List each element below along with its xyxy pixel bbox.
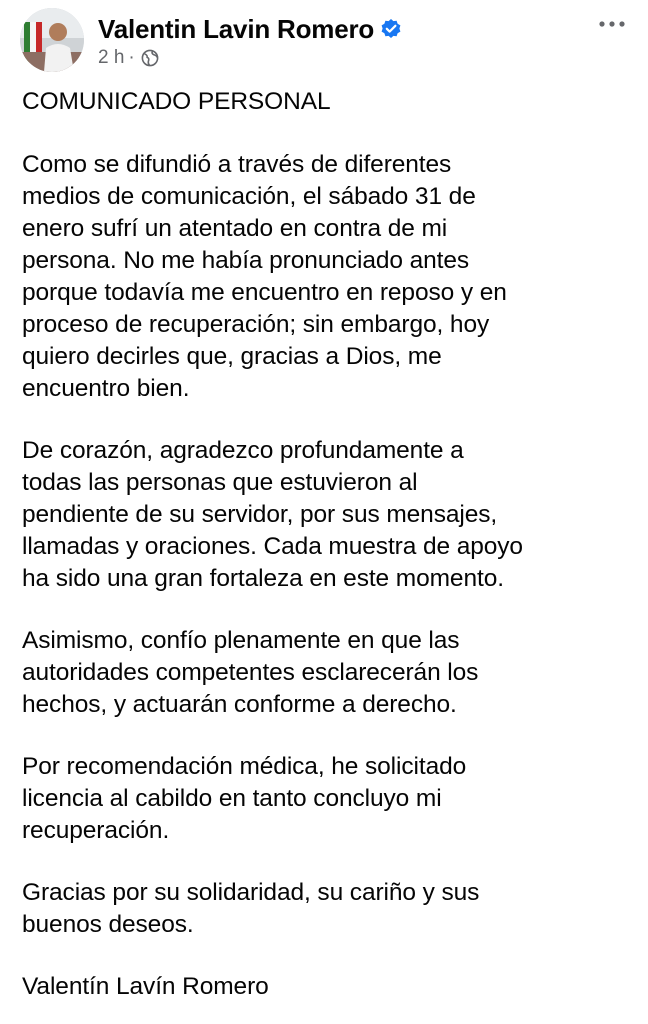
post-paragraph: Como se difundió a través de diferentes medios de comunicación, el sábado 31 de enero sufrí un atentado en contra de mi persona. No me había pronunciado antes porque todavía me encuentro en reposo y en proceso de recuperación; sin embargo, hoy quiero decirles que, gracias a Dios, me encuentro bien. [22,151,507,402]
author-row [98,12,402,46]
post-timestamp[interactable]: 2 h [98,47,125,68]
post-paragraph: Gracias por su solidaridad, su cariño y sus buenos deseos. [22,879,480,938]
globe-icon[interactable] [141,49,159,67]
post-paragraph: Por recomendación médica, he solicitado licencia al cabildo en tanto concluyo mi recuperación. [22,753,467,844]
author-name[interactable]: Valentin Lavin Romero [98,13,375,44]
meta-separator: · [128,47,135,68]
post-header [0,0,648,80]
post-paragraph: De corazón, agradezco profundamente a todas las personas que estuvieron al pendiente de su servidor, por sus mensajes, llamadas y oraciones. Cada muestra de apoyo ha sido una gran fortaleza en este momento. [22,437,523,592]
post-paragraph: Asimismo, confío plenamente en que las autoridades competentes esclarecerán los hechos, y actuarán conforme a derecho. [22,627,479,718]
author-avatar[interactable] [20,8,84,72]
avatar-photo [20,8,84,72]
post-title: COMUNICADO PERSONAL [22,88,331,115]
more-options-icon[interactable] [596,10,628,38]
verified-badge-icon [380,18,402,40]
post-body [22,86,630,1003]
post-signature: Valentín Lavín Romero [22,973,269,1000]
post-meta [98,46,159,70]
